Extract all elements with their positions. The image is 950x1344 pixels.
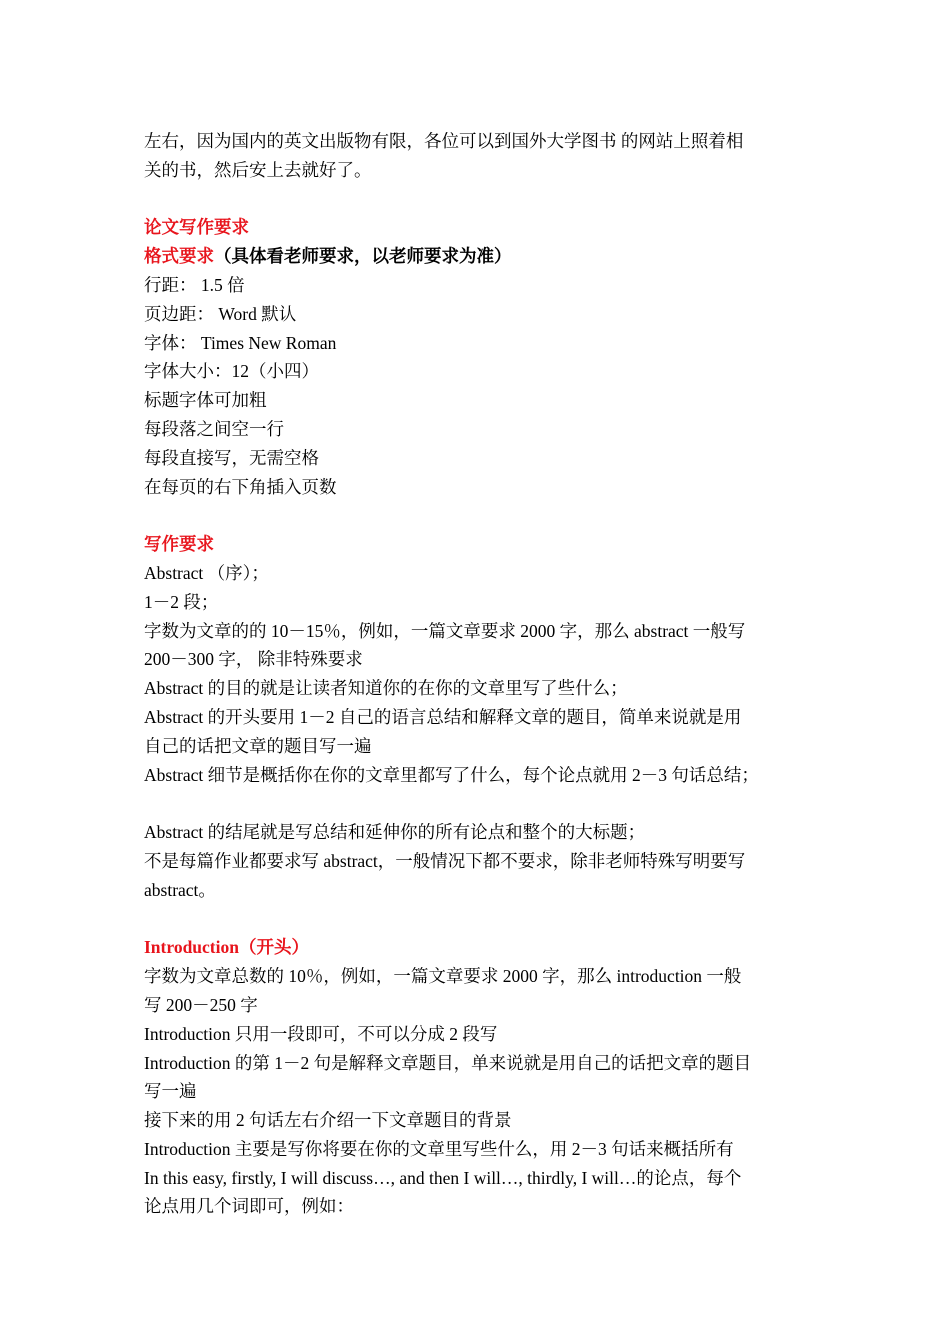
abstract-line: Abstract 的目的就是让读者知道你的在你的文章里写了些什么； <box>144 678 628 699</box>
introduction-line: 写一遍 <box>144 1081 197 1102</box>
abstract-line: Abstract 的开头要用 1－2 自己的语言总结和解释文章的题目，简单来说就是用 <box>144 706 742 727</box>
abstract-line: 1－2 段； <box>144 591 219 612</box>
abstract-line: 200－300 字， 除非特殊要求 <box>144 649 363 670</box>
writing-requirements-heading: 写作要求 <box>144 534 214 555</box>
abstract-line: Abstract （序）； <box>144 562 269 583</box>
abstract-line: 不是每篇作业都要求写 abstract，一般情况下都不要求，除非老师特殊写明要写 <box>144 850 746 871</box>
introduction-line: Introduction 主要是写你将要在你的文章里写些什么，用 2－3 句话来概括所有 <box>144 1138 734 1159</box>
blank-line <box>144 185 806 214</box>
format-requirements-heading <box>144 242 806 271</box>
introduction-line: 字数为文章总数的 10％，例如，一篇文章要求 2000 字，那么 introduction 一般 <box>144 966 742 987</box>
abstract-line: 自己的话把文章的题目写一遍 <box>144 735 372 756</box>
format-item-line-spacing: 行距： 1.5 倍 <box>144 274 245 295</box>
format-item-bold-title: 标题字体可加粗 <box>144 390 267 411</box>
format-item-margins: 页边距： Word 默认 <box>144 303 297 324</box>
blank-line <box>144 905 806 934</box>
introduction-line: Introduction 只用一段即可，不可以分成 2 段写 <box>144 1023 498 1044</box>
paper-requirements-heading: 论文写作要求 <box>144 217 249 238</box>
intro-line-1: 左右，因为国内的英文出版物有限，各位可以到国外大学图书 的网站上照着相 <box>144 131 744 151</box>
introduction-line: 论点用几个词即可，例如： <box>144 1196 354 1217</box>
format-item-blank-between: 每段落之间空一行 <box>144 418 284 439</box>
introduction-line: In this easy, firstly, I will discuss…, and then I will…, thirdly, I will…的论点，每个 <box>144 1167 742 1188</box>
format-item-page-numbers: 在每页的右下角插入页数 <box>144 476 337 497</box>
introduction-line: 接下来的用 2 句话左右介绍一下文章题目的背景 <box>144 1110 512 1131</box>
abstract-line: abstract。 <box>144 879 216 900</box>
format-item-font: 字体： Times New Roman <box>144 332 337 353</box>
blank-line <box>144 501 806 530</box>
introduction-line: 写 200－250 字 <box>144 994 258 1015</box>
format-heading-red: 格式要求 <box>144 246 214 267</box>
blank-line <box>144 789 806 818</box>
intro-line-2: 关的书，然后安上去就好了。 <box>144 159 372 180</box>
introduction-heading: Introduction（开头） <box>144 937 309 958</box>
document-body <box>144 127 806 1221</box>
format-heading-note: （具体看老师要求，以老师要求为准） <box>214 246 512 267</box>
format-item-font-size: 字体大小：12（小四） <box>144 361 319 382</box>
abstract-line: 字数为文章的的 10－15％，例如，一篇文章要求 2000 字，那么 abstract 一般写 <box>144 620 746 641</box>
introduction-line: Introduction 的第 1－2 句是解释文章题目，单来说就是用自己的话把文章的题目 <box>144 1052 752 1073</box>
abstract-line: Abstract 细节是概括你在你的文章里都写了什么，每个论点就用 2－3 句话总结； <box>144 764 759 785</box>
format-item-no-indent: 每段直接写，无需空格 <box>144 447 319 468</box>
abstract-line: Abstract 的结尾就是写总结和延伸你的所有论点和整个的大标题； <box>144 822 646 843</box>
